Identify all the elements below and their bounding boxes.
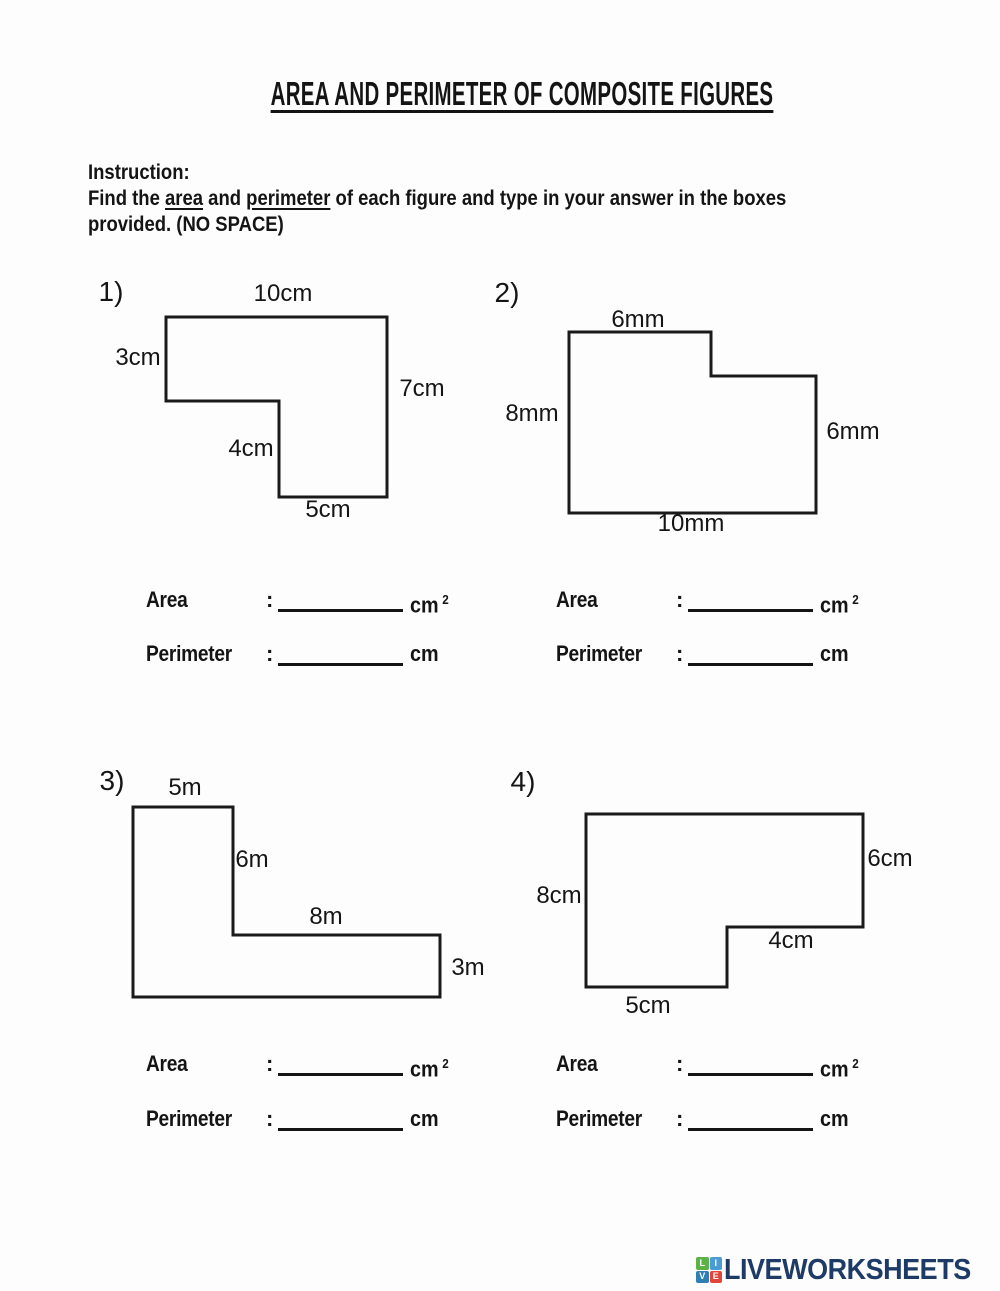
figure-4-label-right: 6cm — [867, 845, 913, 872]
unit-superscript: 2 — [442, 1056, 449, 1071]
perimeter-label-3: Perimeter — [146, 1106, 232, 1131]
figure-4-label-bottom: 5cm — [625, 992, 671, 1019]
instr-text: and — [203, 187, 247, 210]
perimeter-unit-3: cm — [410, 1106, 439, 1131]
perimeter-unit-1: cm — [410, 641, 439, 666]
figure-4-label-inner-horizontal: 4cm — [768, 927, 814, 954]
answer-row-area-1 — [146, 587, 476, 618]
perimeter-label-1: Perimeter — [146, 641, 232, 666]
instr-underlined-area: area — [165, 187, 204, 210]
logo-square-l: L — [696, 1257, 709, 1270]
perimeter-answer-input-1[interactable] — [278, 643, 403, 666]
unit-text: cm — [820, 1056, 849, 1082]
logo-square-v: V — [696, 1271, 709, 1284]
colon: : — [676, 1106, 684, 1131]
answer-row-perimeter-2 — [556, 643, 886, 669]
colon: : — [676, 587, 684, 612]
area-unit-2 — [820, 589, 859, 616]
unit-text: cm — [820, 592, 849, 618]
figure-4-number: 4) — [510, 766, 536, 797]
unit-superscript: 2 — [852, 1056, 859, 1071]
figure-2-number: 2) — [494, 277, 520, 308]
figure-3-shape — [131, 805, 443, 1000]
area-label-2: Area — [556, 587, 598, 612]
perimeter-unit-4: cm — [820, 1106, 849, 1131]
liveworksheets-logo[interactable] — [696, 1254, 996, 1288]
area-label-4: Area — [556, 1051, 598, 1076]
colon: : — [676, 1051, 684, 1076]
colon: : — [266, 1051, 274, 1076]
answer-row-area-4 — [556, 1051, 886, 1082]
perimeter-answer-input-3[interactable] — [278, 1108, 403, 1131]
figure-1-label-top: 10cm — [253, 280, 313, 307]
figure-2-label-bottom: 10mm — [657, 510, 725, 537]
figure-3-label-top: 5m — [168, 774, 202, 801]
instructions-block — [88, 160, 786, 238]
figure-1-label-inner-vertical: 4cm — [228, 435, 274, 462]
instr-underlined-perimeter: perimeter — [246, 187, 331, 210]
area-answer-input-2[interactable] — [688, 589, 813, 612]
figure-2-label-left: 8mm — [505, 400, 559, 427]
perimeter-label-2: Perimeter — [556, 641, 642, 666]
perimeter-label-4: Perimeter — [556, 1106, 642, 1131]
figure-4-label-left: 8cm — [536, 882, 582, 909]
area-label-3: Area — [146, 1051, 188, 1076]
page-title: AREA AND PERIMETER OF COMPOSITE FIGURES — [270, 75, 774, 112]
colon: : — [266, 587, 274, 612]
area-answer-input-3[interactable] — [278, 1053, 403, 1076]
figure-3-label-inner-horizontal: 8m — [309, 903, 343, 930]
figure-3-number: 3) — [99, 765, 125, 796]
unit-superscript: 2 — [852, 592, 859, 607]
figure-2-label-right: 6mm — [826, 418, 880, 445]
instr-text: Find the — [88, 187, 165, 210]
answer-row-perimeter-1 — [146, 643, 476, 669]
perimeter-answer-input-4[interactable] — [688, 1108, 813, 1131]
figure-4-shape — [584, 812, 866, 990]
figure-3-label-inner-vertical: 6m — [235, 846, 269, 873]
figure-3-label-right: 3m — [451, 954, 485, 981]
figure-2-shape — [567, 330, 819, 516]
figure-2-label-top: 6mm — [611, 306, 665, 333]
perimeter-answer-input-2[interactable] — [688, 643, 813, 666]
instructions-line-2: provided. (NO SPACE) — [88, 213, 284, 236]
area-unit-1 — [410, 589, 449, 616]
liveworksheets-grid-icon — [696, 1257, 722, 1283]
instructions-line-1 — [88, 186, 786, 212]
colon: : — [266, 641, 274, 666]
figure-1-label-bottom: 5cm — [305, 496, 351, 523]
figure-1-label-right: 7cm — [399, 375, 445, 402]
perimeter-unit-2: cm — [820, 641, 849, 666]
answer-row-perimeter-3 — [146, 1108, 476, 1134]
area-label-1: Area — [146, 587, 188, 612]
unit-text: cm — [410, 1056, 439, 1082]
answer-row-area-3 — [146, 1051, 476, 1082]
logo-square-e: E — [710, 1271, 723, 1284]
instr-text: of each figure and type in your answer in the boxes — [330, 187, 787, 210]
colon: : — [266, 1106, 274, 1131]
area-unit-4 — [820, 1053, 859, 1080]
unit-superscript: 2 — [442, 592, 449, 607]
answer-row-area-2 — [556, 587, 886, 618]
logo-wordmark: LIVEWORKSHEETS — [724, 1254, 971, 1286]
logo-square-i: I — [710, 1257, 723, 1270]
figure-1-label-left: 3cm — [115, 344, 161, 371]
area-unit-3 — [410, 1053, 449, 1080]
instructions-heading: Instruction: — [88, 161, 190, 184]
area-answer-input-4[interactable] — [688, 1053, 813, 1076]
answer-row-perimeter-4 — [556, 1108, 886, 1134]
colon: : — [676, 641, 684, 666]
figure-1-shape — [164, 315, 390, 499]
unit-text: cm — [410, 592, 439, 618]
area-answer-input-1[interactable] — [278, 589, 403, 612]
figure-1-number: 1) — [98, 276, 124, 307]
